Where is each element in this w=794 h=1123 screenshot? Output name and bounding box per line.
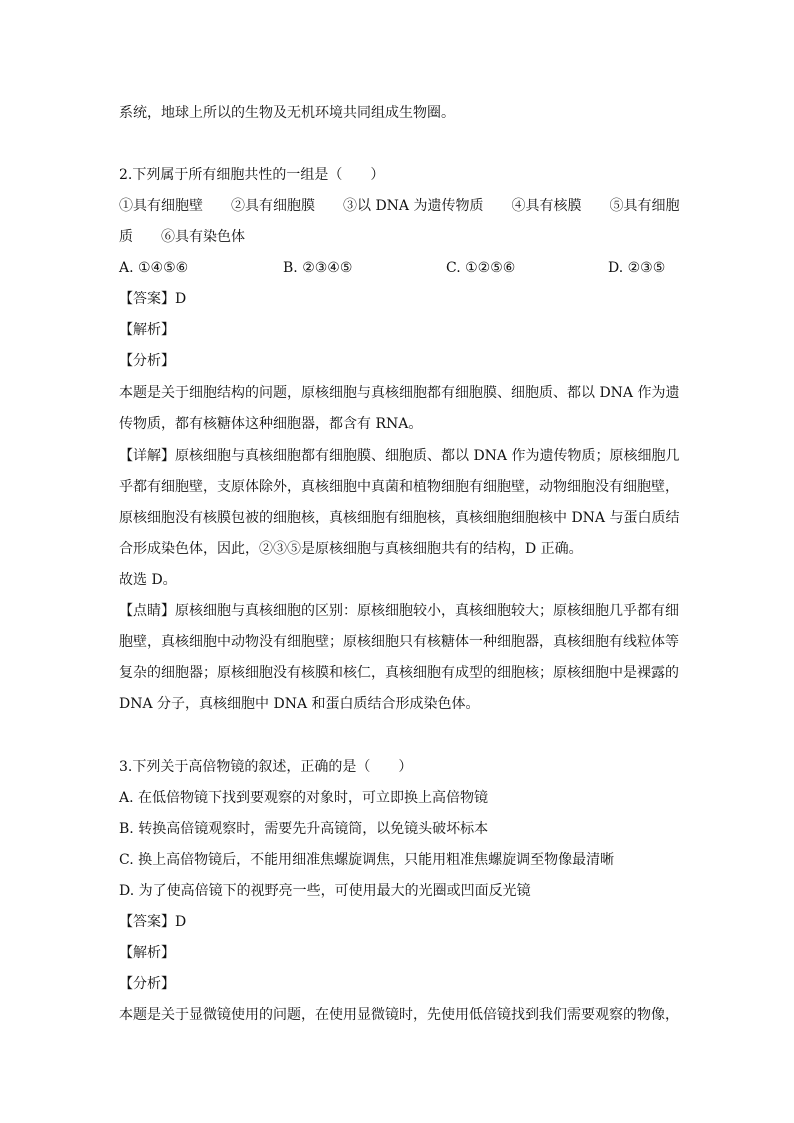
q3-option-b: B. 转换高倍镜观察时，需要先升高镜筒，以免镜头破坏标本	[119, 821, 489, 837]
q2-highlight-line: 复杂的细胞器；原核细胞没有核膜和核仁，真核细胞有成型的细胞核；原核细胞中是裸露的	[119, 665, 679, 681]
q2-fenxi-heading: 【分析】	[119, 353, 175, 369]
q3-option-d: D. 为了使高倍镜下的视野亮一些，可使用最大的光圈或凹面反光镜	[119, 883, 531, 899]
q2-highlight-line: 胞壁，真核细胞中动物没有细胞壁；原核细胞只有核糖体一种细胞器，真核细胞有线粒体等	[119, 634, 679, 650]
q2-option-b: B. ②③④⑤	[283, 260, 353, 276]
q2-detail-line: 合形成染色体，因此，②③⑤是原核细胞与真核细胞共有的结构，D 正确。	[119, 541, 583, 557]
q2-items-line: 质 ⑥具有染色体	[119, 229, 245, 245]
q3-answer: 【答案】D	[119, 914, 187, 930]
q2-highlight-line: 【点睛】原核细胞与真核细胞的区别：原核细胞较小，真核细胞较大；原核细胞几乎都有细	[119, 603, 679, 619]
q2-stem: 2.下列属于所有细胞共性的一组是（ ）	[119, 167, 385, 183]
q3-option-a: A. 在低倍物镜下找到要观察的对象时，可立即换上高倍物镜	[119, 790, 489, 806]
q2-detail-line: 【详解】原核细胞与真核细胞都有细胞膜、细胞质、都以 DNA 作为遗传物质；原核细胞几	[119, 448, 680, 464]
q2-analysis-line: 传物质，都有核糖体这种细胞器，都含有 RNA。	[119, 416, 423, 432]
q3-stem: 3.下列关于高倍物镜的叙述，正确的是（ ）	[119, 759, 413, 775]
q2-highlight-line: DNA 分子，真核细胞中 DNA 和蛋白质结合形成染色体。	[119, 696, 480, 712]
q2-jiexi-heading: 【解析】	[119, 322, 175, 338]
q2-items-line: ①具有细胞壁 ②具有细胞膜 ③以 DNA 为遗传物质 ④具有核膜 ⑤具有细胞	[119, 198, 680, 214]
q3-analysis-line: 本题是关于显微镜使用的问题，在使用显微镜时，先使用低倍镜找到我们需要观察的物像，	[119, 1007, 679, 1023]
q2-detail-line: 乎都有细胞壁，支原体除外，真核细胞中真菌和植物细胞有细胞壁，动物细胞没有细胞壁，	[119, 479, 679, 495]
q2-option-c: C. ①②⑤⑥	[446, 260, 516, 276]
q2-analysis-line: 本题是关于细胞结构的问题，原核细胞与真核细胞都有细胞膜、细胞质、都以 DNA 作为遗	[119, 385, 680, 401]
intro-line: 系统，地球上所以的生物及无机环境共同组成生物圈。	[119, 105, 455, 121]
q2-detail-line: 故选 D。	[119, 572, 177, 588]
q2-detail-line: 原核细胞没有核膜包被的细胞核，真核细胞有细胞核，真核细胞细胞核中 DNA 与蛋白质结	[119, 510, 680, 526]
q3-fenxi-heading: 【分析】	[119, 976, 175, 992]
q2-answer: 【答案】D	[119, 291, 187, 307]
q3-option-c: C. 换上高倍物镜后，不能用细准焦螺旋调焦，只能用粗准焦螺旋调至物像最清晰	[119, 852, 615, 868]
q3-jiexi-heading: 【解析】	[119, 945, 175, 961]
q2-option-d: D. ②③⑤	[608, 260, 666, 276]
q2-option-a: A. ①④⑤⑥	[119, 260, 189, 276]
